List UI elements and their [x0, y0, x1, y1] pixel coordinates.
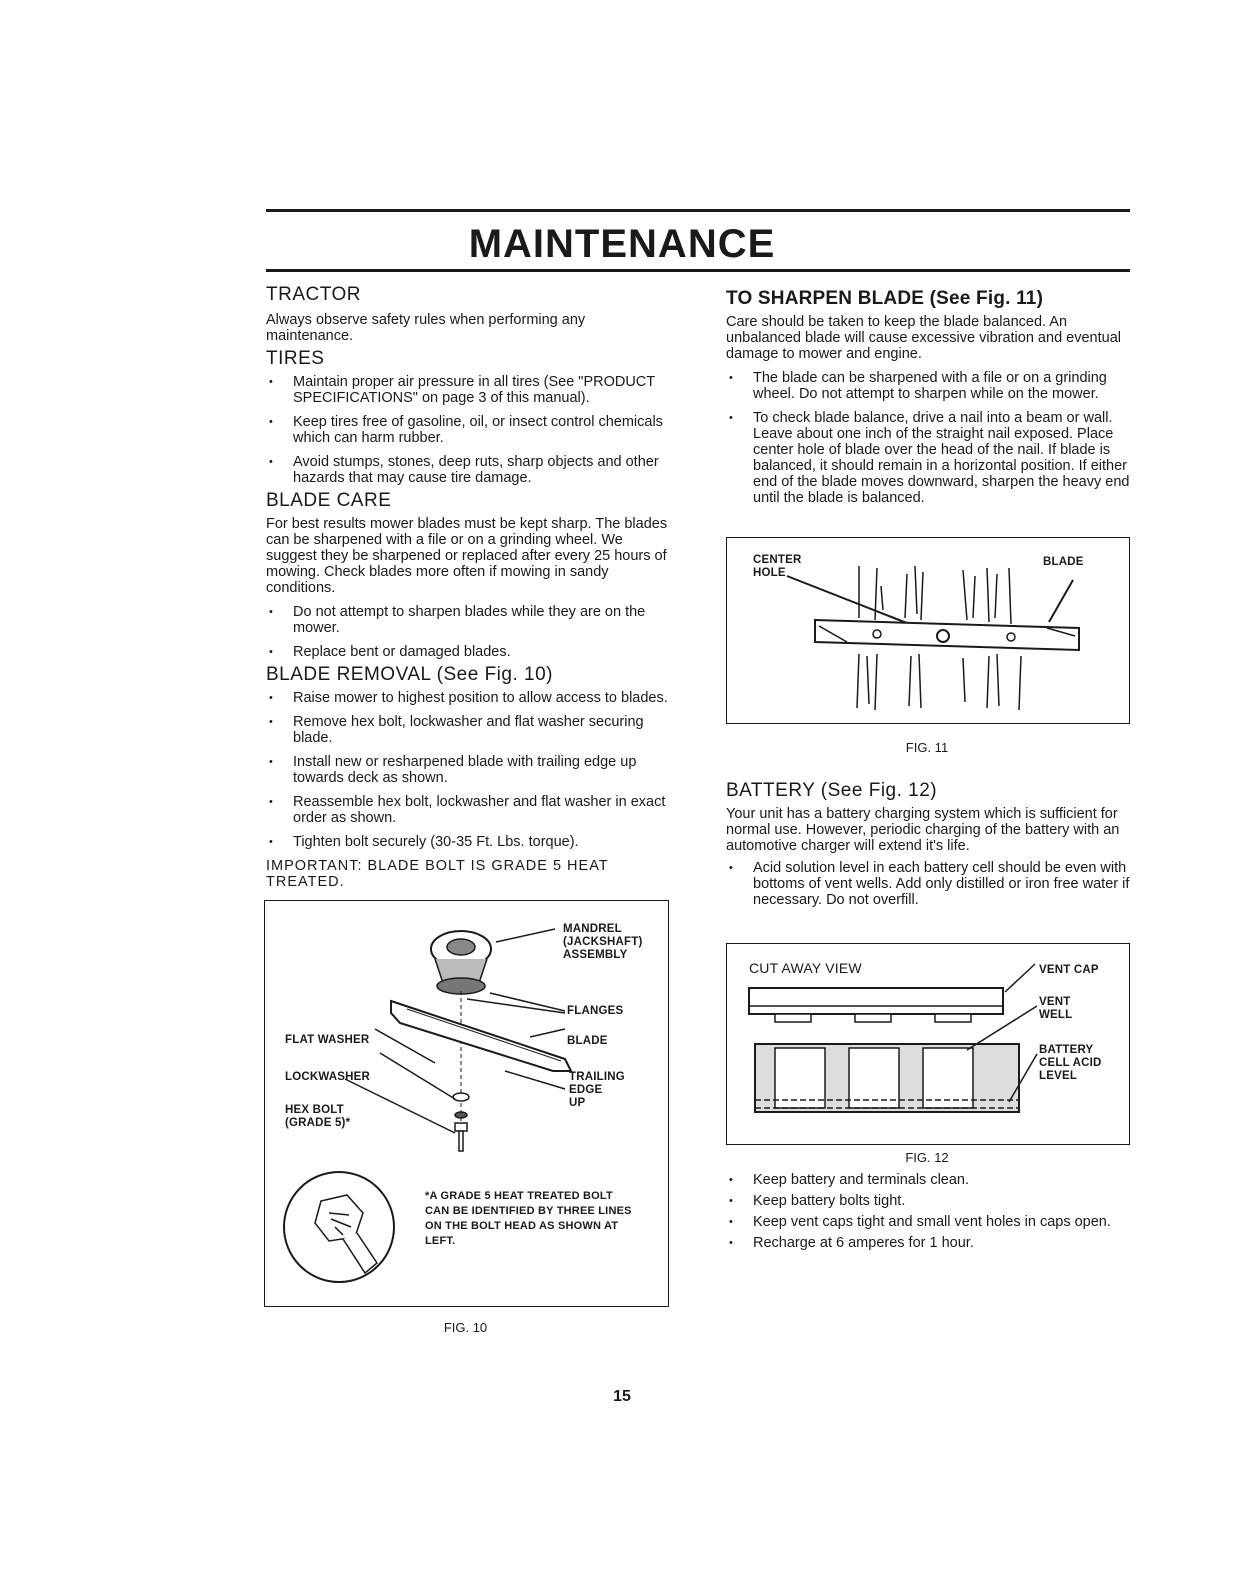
list-item: • Recharge at 6 amperes for 1 hour.	[726, 1235, 1132, 1251]
blade-label-fig11: BLADE	[1043, 556, 1084, 568]
fig11-box	[726, 537, 1130, 724]
fig10-box	[264, 900, 669, 1307]
fig11-caption: FIG. 11	[905, 740, 949, 755]
tires-heading: TIRES	[266, 348, 325, 369]
vent-well-label: VENT WELL	[1039, 996, 1073, 1021]
battery-text: Your unit has a battery charging system which is sufficient for normal use. However, periodic charging of the battery with an automotive charger will extend it's life.	[726, 806, 1120, 854]
list-item: • Keep battery bolts tight.	[726, 1193, 1132, 1209]
list-item: • Keep vent caps tight and small vent holes in caps open.	[726, 1214, 1132, 1230]
sharpen-text: Care should be taken to keep the blade balanced. An unbalanced blade will cause excessive vibration and eventual damage to mower and engine.	[726, 314, 1121, 362]
vent-cap-label: VENT CAP	[1039, 964, 1099, 976]
list-item: • Remove hex bolt, lockwasher and flat washer securing blade.	[266, 714, 672, 746]
list-item: • Avoid stumps, stones, deep ruts, sharp objects and other hazards that may cause tire damage.	[266, 454, 672, 486]
tires-list	[266, 374, 672, 486]
lockwasher-label: LOCKWASHER	[285, 1071, 371, 1083]
fig12-box	[726, 943, 1130, 1145]
list-item: • Acid solution level in each battery cell should be even with bottoms of vent wells. Add only distilled or iron free water if necessary. Do not overfill.	[726, 860, 1132, 908]
blade-care-list	[266, 604, 672, 660]
title-underline	[266, 269, 1130, 272]
mandrel-label: MANDREL (JACKSHAFT) ASSEMBLY	[563, 923, 643, 961]
important-note: IMPORTANT: BLADE BOLT IS GRADE 5 HEAT TREATED.	[266, 858, 609, 890]
left-column	[266, 284, 672, 890]
blade-care-heading: BLADE CARE	[266, 490, 392, 511]
page-number: 15	[613, 1388, 631, 1405]
battery-list-top	[726, 860, 1132, 908]
list-item: • To check blade balance, drive a nail into a beam or wall. Leave about one inch of the straight nail exposed. Place center hole of blade over the head of the nail. If blade is balanced, it should remain in a horizontal position. If either end of the blade moves downward, sharpen the heavy end until the blade is balanced.	[726, 410, 1132, 506]
blade-care-text: For best results mower blades must be kept sharp. The blades can be sharpened with a file or on a grinding wheel. We suggest they be sharpened or replaced after every 25 hours of mowing. Check blades more often if mowing in sandy conditions.	[266, 516, 668, 596]
grade5-note: *A GRADE 5 HEAT TREATED BOLT CAN BE IDENTIFIED BY THREE LINES ON THE BOLT HEAD AS SHOWN AT LEFT.	[425, 1190, 632, 1247]
tractor-heading: TRACTOR	[266, 284, 361, 305]
list-item: • Install new or resharpened blade with trailing edge up towards deck as shown.	[266, 754, 672, 786]
blade-label: BLADE	[567, 1035, 608, 1047]
blade-removal-list	[266, 690, 672, 850]
list-item: • Replace bent or damaged blades.	[266, 644, 672, 660]
battery-acid-label: BATTERY CELL ACID LEVEL	[1039, 1044, 1102, 1082]
fig10-caption: FIG. 10	[443, 1320, 488, 1335]
cutaway-label: CUT AWAY VIEW	[749, 960, 862, 976]
blade-removal-heading: BLADE REMOVAL (See Fig. 10)	[266, 664, 553, 685]
flanges-label: FLANGES	[567, 1005, 624, 1017]
list-item: • Keep battery and terminals clean.	[726, 1172, 1132, 1188]
hex-bolt-label: HEX BOLT (GRADE 5)*	[285, 1104, 351, 1129]
center-hole-label: CENTER HOLE	[753, 554, 802, 579]
fig12-caption: FIG. 12	[905, 1150, 949, 1165]
flat-washer-label: FLAT WASHER	[285, 1034, 370, 1046]
trailing-edge-label: TRAILING EDGE UP	[569, 1071, 625, 1109]
list-item: • Tighten bolt securely (30-35 Ft. Lbs. torque).	[266, 834, 672, 850]
top-rule	[266, 209, 1130, 212]
list-item: • Keep tires free of gasoline, oil, or insect control chemicals which can harm rubber.	[266, 414, 672, 446]
battery-heading: BATTERY (See Fig. 12)	[726, 780, 938, 801]
list-item: • The blade can be sharpened with a file or on a grinding wheel. Do not attempt to sharpen while on the mower.	[726, 370, 1132, 402]
right-column-bottom	[726, 1168, 1132, 1256]
list-item: • Reassemble hex bolt, lockwasher and flat washer in exact order as shown.	[266, 794, 672, 826]
list-item: • Do not attempt to sharpen blades while they are on the mower.	[266, 604, 672, 636]
list-item: • Raise mower to highest position to allow access to blades.	[266, 690, 672, 706]
page-title: MAINTENANCE	[468, 222, 776, 266]
tractor-text: Always observe safety rules when performing any maintenance.	[266, 312, 586, 344]
sharpen-list	[726, 370, 1132, 506]
battery-list-bottom	[726, 1172, 1132, 1251]
list-item: • Maintain proper air pressure in all tires (See "PRODUCT SPECIFICATIONS" on page 3 of this manual).	[266, 374, 672, 406]
right-column-battery	[726, 780, 1132, 916]
right-column-top	[726, 288, 1132, 514]
sharpen-heading: TO SHARPEN BLADE (See Fig. 11)	[726, 288, 1044, 309]
